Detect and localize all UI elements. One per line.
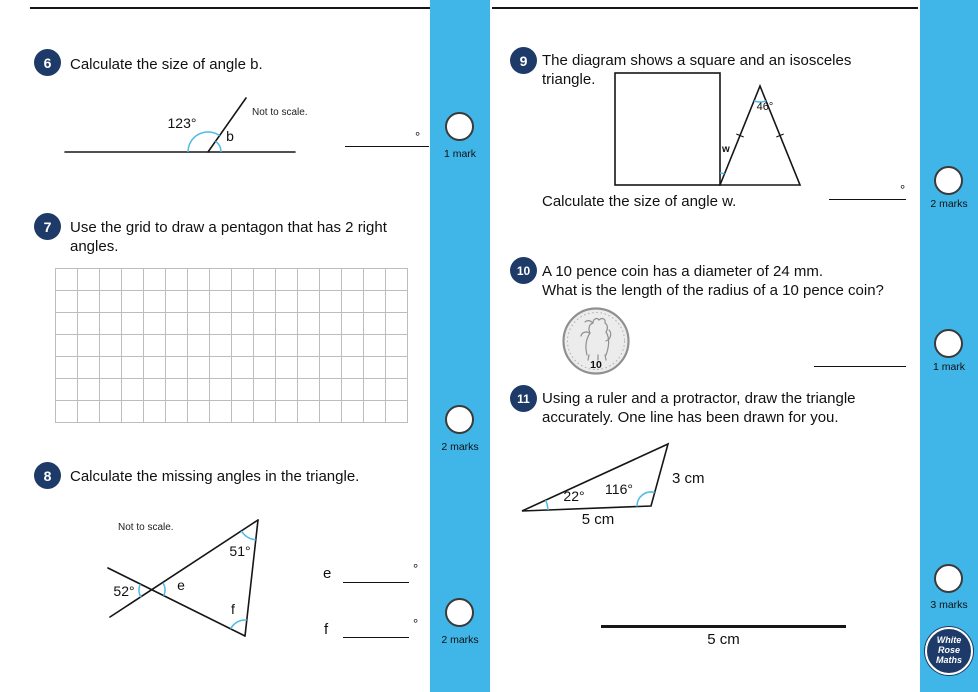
question-10-text-line1: A 10 pence coin has a diameter of 24 mm. — [542, 263, 823, 280]
question-9-number: 9 — [510, 47, 537, 74]
q11-mark-circle[interactable] — [934, 564, 963, 593]
white-rose-maths-logo — [925, 627, 973, 675]
q8-angle-arc-51 — [241, 531, 256, 540]
q8-answer-blank-f[interactable] — [343, 637, 409, 638]
marks-strip-left — [430, 0, 490, 692]
marks-strip-right — [920, 0, 978, 692]
logo-line-2: Rose — [937, 645, 960, 656]
q7-marks-label: 2 marks — [441, 441, 479, 453]
q11-angle-22-label: 22° — [563, 488, 585, 504]
question-10-text-line2: What is the length of the radius of a 10 pence coin? — [542, 282, 884, 299]
q11-side-3cm-label: 3 cm — [672, 470, 705, 487]
question-11-text: Using a ruler and a protractor, draw the triangle accurately. One line has been drawn for you. — [542, 390, 856, 427]
question-8-number: 8 — [34, 462, 61, 489]
top-rule-right — [492, 7, 918, 9]
q11-triangle — [522, 444, 668, 511]
q8-angle-51-label: 51° — [229, 543, 251, 559]
q8-degree-f: ° — [413, 616, 419, 631]
q8-angle-arc-f — [231, 620, 247, 629]
q8-angle-e-label: e — [177, 577, 185, 593]
logo-line-1: White — [936, 635, 962, 646]
q8-angle-arc-e — [163, 583, 165, 596]
top-rule-left — [30, 7, 430, 9]
q9-angle-46-label: 46° — [756, 101, 774, 113]
q8-mark-circle[interactable] — [445, 598, 474, 627]
question-8-text: Calculate the missing angles in the triangle. — [70, 468, 360, 485]
q6-marks-label: 1 mark — [443, 148, 477, 160]
q6-angle-arc-b — [216, 141, 222, 152]
q10-answer-blank[interactable] — [814, 366, 906, 367]
coin-value-label: 10 — [590, 359, 602, 371]
q9-degree-symbol: ° — [900, 182, 906, 197]
q9-square — [615, 73, 720, 185]
q10-mark-circle[interactable] — [934, 329, 963, 358]
ten-pence-coin-image — [559, 304, 633, 378]
question-7-text: Use the grid to draw a pentagon that has 2 right angles. — [70, 219, 387, 256]
q11-baseline-label: 5 cm — [707, 631, 740, 648]
q11-angle-116-label: 116° — [605, 481, 633, 497]
q9-square-triangle-diagram — [608, 68, 818, 190]
q11-drawn-baseline[interactable] — [601, 625, 846, 628]
question-6-number: 6 — [34, 49, 61, 76]
q8-answer-e-label: e — [323, 565, 332, 582]
q11-side-5cm-label: 5 cm — [581, 511, 615, 527]
q8-degree-e: ° — [413, 561, 419, 576]
question-7-number: 7 — [34, 213, 61, 240]
q6-not-to-scale: Not to scale. — [252, 107, 308, 118]
q8-angle-52-label: 52° — [113, 583, 135, 599]
q8-triangle-diagram — [100, 512, 310, 647]
q6-angle-diagram — [60, 95, 360, 165]
q8-marks-label: 2 marks — [441, 634, 479, 646]
q7-mark-circle[interactable] — [445, 405, 474, 434]
logo-line-3: Maths — [935, 654, 962, 665]
question-10-number: 10 — [510, 257, 537, 284]
q8-answer-blank-e[interactable] — [343, 582, 409, 583]
q6-answer-blank[interactable] — [345, 146, 429, 147]
q9-angle-w-label: w — [722, 144, 730, 155]
q8-not-to-scale: Not to scale. — [118, 522, 174, 533]
q11-triangle-diagram — [512, 432, 742, 527]
question-9-text: The diagram shows a square and an isosceles triangle. — [542, 52, 852, 89]
q11-angle-arc-22 — [546, 500, 548, 510]
q8-angle-arc-52 — [139, 584, 141, 597]
q9-mark-circle[interactable] — [934, 166, 963, 195]
q9-angle-arc-w — [720, 173, 725, 174]
question-6-text: Calculate the size of angle b. — [70, 56, 263, 73]
q8-line-upper — [110, 520, 258, 617]
q8-answer-f-label: f — [324, 621, 329, 638]
q10-marks-label: 1 mark — [932, 361, 966, 373]
q9-answer-blank[interactable] — [829, 199, 906, 200]
q11-marks-label: 3 marks — [930, 599, 968, 611]
q6-angle-b-label: b — [226, 128, 234, 144]
drawing-grid[interactable] — [55, 268, 408, 423]
q6-mark-circle[interactable] — [445, 112, 474, 141]
question-11-number: 11 — [510, 385, 537, 412]
q6-angle-123-label: 123° — [167, 115, 197, 131]
q9-marks-label: 2 marks — [930, 198, 968, 210]
q6-degree-symbol: ° — [415, 129, 421, 144]
q9-prompt: Calculate the size of angle w. — [542, 193, 737, 210]
q8-angle-f-label: f — [231, 601, 235, 617]
